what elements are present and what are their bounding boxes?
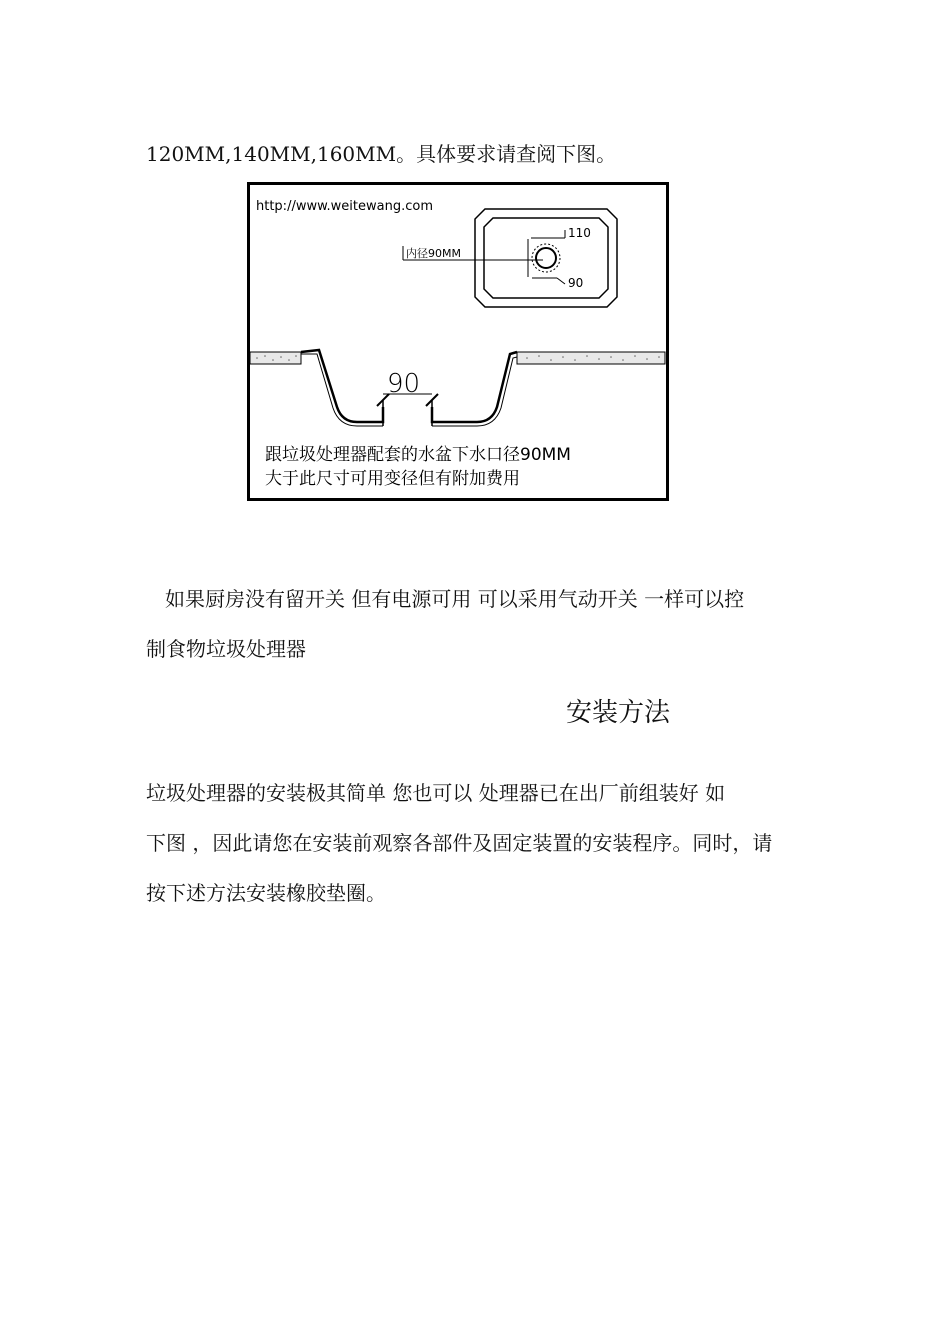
inner-diameter-label: 内径90MM bbox=[406, 247, 461, 260]
intro-text: 120MM,140MM,160MM。具体要求请查阅下图。 bbox=[146, 142, 617, 166]
sink-drain-diagram bbox=[247, 182, 669, 501]
paragraph2-line1: 垃圾处理器的安装极其简单 您也可以 处理器已在出厂前组装好 如 bbox=[146, 781, 726, 805]
dim-90-large-label: 90 bbox=[387, 369, 421, 399]
dim-110-label: 110 bbox=[568, 226, 591, 240]
paragraph2-line3: 按下述方法安装橡胶垫圈。 bbox=[146, 881, 386, 905]
paragraph2-line2: 下图 ，因此请您在安装前观察各部件及固定装置的安装程序。同时，请 bbox=[146, 831, 773, 855]
caption-line2: 大于此尺寸可用变径但有附加费用 bbox=[265, 469, 520, 489]
caption-line1: 跟垃圾处理器配套的水盆下水口径90MM bbox=[265, 445, 571, 465]
paragraph1-line2: 制食物垃圾处理器 bbox=[146, 637, 306, 661]
dim-90-small-label: 90 bbox=[568, 276, 584, 290]
diagram-url: http://www.weitewang.com bbox=[256, 199, 433, 214]
section-heading: 安装方法 bbox=[566, 698, 671, 728]
countertop-right bbox=[517, 352, 665, 364]
paragraph1-line1: 如果厨房没有留开关 但有电源可用 可以采用气动开关 一样可以控 bbox=[165, 587, 745, 611]
